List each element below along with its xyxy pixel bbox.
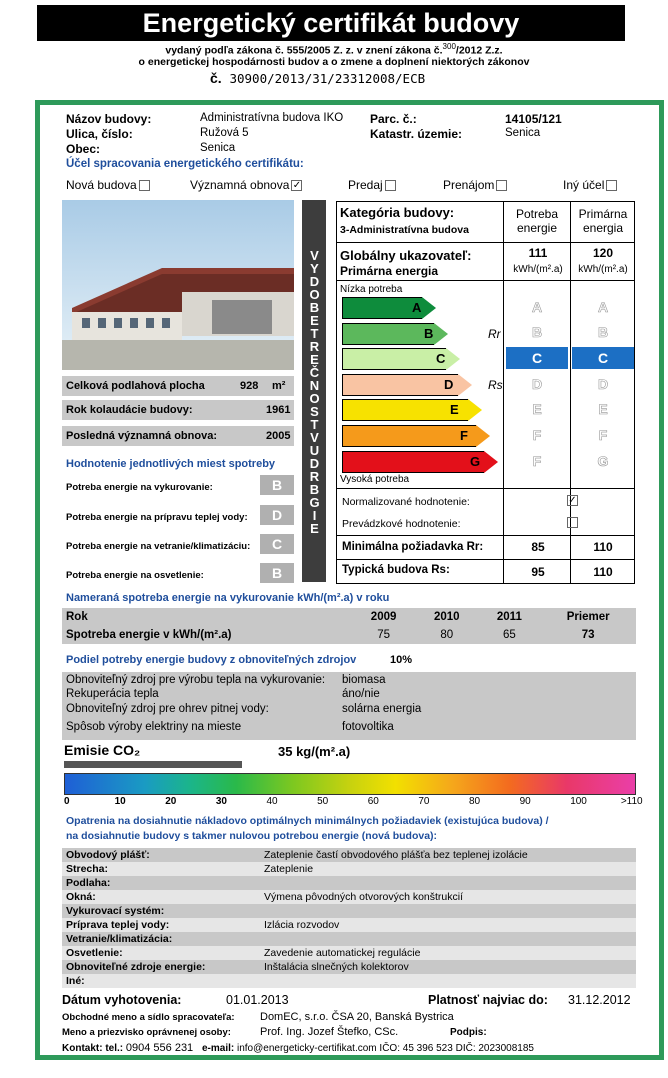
parcel-number: 14105/121 <box>505 112 562 126</box>
person-value: Prof. Ing. Jozef Štefko, CSc. <box>260 1026 399 1038</box>
company-value: DomEC, s.r.o. ČSA 20, Banská Bystrica <box>260 1011 454 1023</box>
global-unit-primary: kWh/(m².a) <box>578 264 628 275</box>
co2-scale <box>64 773 636 795</box>
approval-year-row: Rok kolaudácie budovy: 1961 <box>62 400 294 420</box>
measure-label: Obnoviteľné zdroje energie: <box>66 961 206 973</box>
measure-row <box>62 960 636 974</box>
co2-tick: 70 <box>418 796 430 807</box>
rating-hotwater-class: D <box>260 505 294 525</box>
person-label: Meno a priezvisko oprávnenej osoby: <box>62 1027 231 1038</box>
cadastral-value: Senica <box>505 127 541 139</box>
renovation-year-row: Posledná významná obnova: 2005 <box>62 426 294 446</box>
co2-tick: 100 <box>570 796 587 807</box>
co2-tick: 50 <box>317 796 329 807</box>
normalized-checkbox[interactable]: ✓ <box>568 495 577 507</box>
renewable-title: Podiel potreby energie budovy z obnoviteľných zdrojov <box>66 654 357 666</box>
measure-row <box>62 862 636 876</box>
category-label: Kategória budovy: <box>340 205 455 220</box>
rating-heating-class: B <box>260 475 294 495</box>
category-value: 3-Administratívna budova <box>340 224 469 236</box>
measure-row <box>62 848 636 862</box>
building-name: Administratívna budova IKO <box>200 112 344 124</box>
issue-date: 01.01.2013 <box>226 993 289 1007</box>
ratings-title: Hodnotenie jednotlivých miest spotreby <box>66 458 276 470</box>
global-indicator-sub: Primárna energia <box>340 264 439 278</box>
primary-class-d: D <box>597 376 609 392</box>
operational-label: Prevádzkové hodnotenie: <box>342 518 461 530</box>
measure-label: Podlaha: <box>66 877 111 889</box>
primary-class-g: G <box>597 453 609 469</box>
global-unit-need: kWh/(m².a) <box>513 264 563 275</box>
need-class-a: A <box>531 299 543 315</box>
co2-tick: 40 <box>266 796 278 807</box>
need-class-f: F <box>532 427 542 443</box>
rating-heating-label: Potreba energie na vykurovanie: <box>66 482 213 493</box>
primary-class-e: E <box>598 401 608 417</box>
building-photo <box>62 200 294 370</box>
co2-label: Emisie CO₂ <box>64 742 141 758</box>
parcel-label: Parc. č.: <box>370 112 417 126</box>
street-label: Ulica, číslo: <box>66 127 133 141</box>
co2-tick: 80 <box>468 796 481 807</box>
need-class-e: E <box>532 401 542 417</box>
primary-class-b: B <box>597 324 609 340</box>
primary-class-a: A <box>597 299 609 315</box>
purpose-rent[interactable]: Prenájom <box>443 178 507 192</box>
min-requirement-primary: 110 <box>593 540 613 554</box>
co2-tick: 20 <box>165 796 177 807</box>
measures-table <box>62 848 636 988</box>
rating-hotwater-label: Potreba energie na prípravu teplej vody: <box>66 512 248 523</box>
renewable-table: Obnoviteľný zdroj pre výrobu tepla na vykurovanie: biomasa Rekuperácia tepla áno/nie Obnoviteľný zdroj pre ohrev pitnej vody: solárna energia Spôsob výroby elektriny na mieste fotovoltika <box>62 672 636 740</box>
rating-lighting-label: Potreba energie na osvetlenie: <box>66 570 204 581</box>
high-demand-label: Vysoká potreba <box>340 474 410 485</box>
measured-table: Rok 2009 2010 2011 Priemer Spotreba energie v kWh/(m².a) 75 80 65 73 <box>62 608 636 644</box>
measure-value: Zavedenie automatickej regulácie <box>264 947 421 959</box>
primary-class-c: C <box>572 347 634 369</box>
energy-performance-vertical-label: VYDOBETREČNOSTVUDRBGIE <box>302 200 326 582</box>
normalized-label: Normalizované hodnotenie: <box>342 496 470 508</box>
town-value: Senica <box>200 142 236 154</box>
min-requirement-need: 85 <box>531 540 545 554</box>
need-class-c: C <box>506 347 568 369</box>
co2-tick: >110 <box>620 796 643 807</box>
co2-level-bar <box>64 761 242 768</box>
purpose-new[interactable]: Nová budova <box>66 178 150 192</box>
measure-row <box>62 974 636 988</box>
rs-marker: Rs <box>488 378 503 392</box>
measure-label: Obvodový plášť: <box>66 849 150 861</box>
measure-value: Izlácia rozvodov <box>264 919 340 931</box>
company-label: Obchodné meno a sídlo spracovateľa: <box>62 1012 235 1023</box>
measure-label: Vetranie/klimatizácia: <box>66 933 173 945</box>
measure-value: Inštalácia slnečných kolektorov <box>264 961 409 973</box>
law-reference-2: o energetickej hospodárnosti budov a o zmene a doplnení niektorých zákonov <box>138 56 530 68</box>
measured-title: Nameraná spotreba energie na vykurovanie kWh/(m².a) v roku <box>66 592 390 604</box>
valid-until-label: Platnosť najviac do: <box>428 993 548 1007</box>
floor-area-row: Celková podlahová plocha 928 m² <box>62 376 294 396</box>
measure-value: Zateplenie <box>264 863 314 875</box>
measure-label: Strecha: <box>66 863 109 875</box>
measure-row <box>62 904 636 918</box>
certificate-number: č. 30900/2013/31/23312008/ECB <box>210 70 426 86</box>
measures-title-1: Opatrenia na dosiahnutie nákladovo optimálnych minimálnych požiadaviek (existujúca budova) / <box>66 815 549 827</box>
measure-row <box>62 890 636 904</box>
co2-tick: 60 <box>367 796 379 807</box>
global-value-need: 111 <box>528 246 548 260</box>
typical-building-primary: 110 <box>593 565 613 579</box>
email-link[interactable]: info@energeticky-certifikat.com <box>236 1043 377 1054</box>
need-class-b: B <box>531 324 543 340</box>
certificate-title: Energetický certifikát budovy <box>37 5 625 41</box>
rating-lighting-class: B <box>260 563 294 583</box>
min-requirement-label: Minimálna požiadavka Rr: <box>342 541 484 553</box>
cadastral-label: Katastr. územie: <box>370 127 463 141</box>
low-demand-label: Nízka potreba <box>340 284 403 295</box>
rr-marker: Rr <box>488 327 501 341</box>
measure-row <box>62 918 636 932</box>
measure-row <box>62 932 636 946</box>
need-class-d: D <box>531 376 543 392</box>
co2-tick: 10 <box>114 796 126 807</box>
co2-tick: 90 <box>519 796 531 807</box>
col-energy-need: Potreba energie <box>515 207 559 235</box>
measure-label: Vykurovací systém: <box>66 905 165 917</box>
valid-until: 31.12.2012 <box>568 993 631 1007</box>
measure-label: Príprava teplej vody: <box>66 919 170 931</box>
co2-value: 35 kg/(m².a) <box>278 744 351 759</box>
global-indicator-label: Globálny ukazovateľ: <box>340 248 472 263</box>
need-class-g: F <box>532 453 542 469</box>
measure-label: Okná: <box>66 891 96 903</box>
renewable-percent: 10% <box>390 654 413 666</box>
signature-label: Podpis: <box>450 1027 487 1038</box>
building-name-label: Názov budovy: <box>66 112 152 126</box>
issue-date-label: Dátum vyhotovenia: <box>62 993 182 1007</box>
measure-label: Iné: <box>66 975 85 987</box>
measure-row <box>62 876 636 890</box>
rating-ventilation-label: Potreba energie na vetranie/klimatizáciu: <box>66 541 251 552</box>
purpose-title: Účel spracovania energetického certifikátu: <box>66 158 304 170</box>
measure-row <box>62 946 636 960</box>
purpose-renovation[interactable]: Významná obnova ✓ <box>190 178 302 192</box>
measure-label: Osvetlenie: <box>66 947 123 959</box>
global-value-primary: 120 <box>592 246 614 260</box>
primary-class-f: F <box>598 427 608 443</box>
co2-scale-ticks <box>64 796 643 810</box>
town-label: Obec: <box>66 142 101 156</box>
typical-building-label: Typická budova Rs: <box>342 564 450 576</box>
col-primary-energy: Primárna energia <box>578 207 628 235</box>
operational-checkbox[interactable] <box>565 514 578 532</box>
contact-row: Kontakt: tel.: 0904 556 231 e-mail: info@energeticky-certifikat.com IČO: 45 396 523 DIČ: 2023008185 <box>62 1042 534 1054</box>
co2-tick: 30 <box>215 796 227 807</box>
co2-tick: 0 <box>64 796 70 807</box>
purpose-sale[interactable]: Predaj <box>348 178 396 192</box>
typical-building-need: 95 <box>531 565 545 579</box>
measure-value: Výmena pôvodných otvorových konštrukcií <box>264 891 464 903</box>
measure-value: Zateplenie častí obvodového plášťa bez teplenej izolácie <box>264 849 528 861</box>
measures-title-2: na dosiahnutie budovy s takmer nulovou potrebou energie (nová budova): <box>66 830 438 842</box>
purpose-other[interactable]: Iný účel <box>563 178 617 192</box>
street-value: Ružová 5 <box>200 127 249 139</box>
law-reference: vydaný podľa zákona č. 555/2005 Z. z. v znení zákona č.$^{300}$/2012 Z.z. <box>165 42 503 57</box>
rating-ventilation-class: C <box>260 534 294 554</box>
